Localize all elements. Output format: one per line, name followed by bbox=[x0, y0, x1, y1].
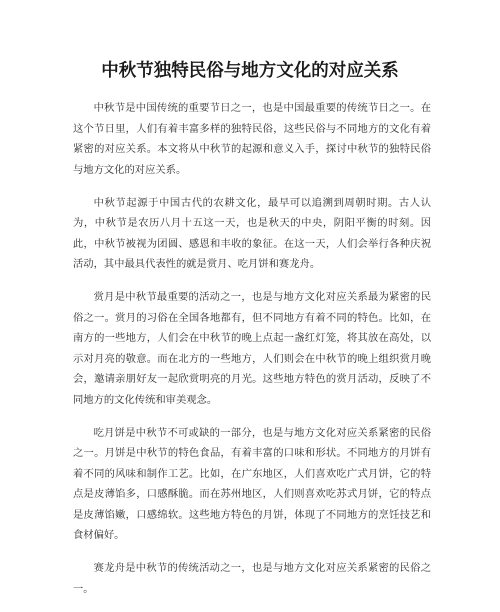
paragraph-mooncakes: 吃月饼是中秋节不可或缺的一部分，也是与地方文化对应关系紧密的民俗之一。月饼是中秋节的特色食品，有着丰富的口味和形状。不同地方的月饼有着不同的风味和制作工艺。比如，在广东地区，人们喜欢吃广式月饼，它的特点是皮薄馅多，口感酥脆。而在苏州地区，人们则喜欢吃苏式月饼，它的特点是皮薄馅嫩，口感绵软。这些地方特色的月饼，体现了不同地方的烹饪技艺和食材偏好。 bbox=[73, 426, 431, 541]
paragraph-origin: 中秋节起源于中国古代的农耕文化，最早可以追溯到周朝时期。古人认为，中秋节是农历八月十五这一天，也是秋天的中央，阴阳平衡的时刻。因此，中秋节被视为团圆、感恩和丰收的象征。在这一天，人们会举行各种庆祝活动，其中最具代表性的就是赏月、吃月饼和赛龙舟。 bbox=[73, 196, 431, 270]
document-title: 中秋节独特民俗与地方文化的对应关系 bbox=[101, 61, 399, 81]
document-body bbox=[73, 98, 431, 612]
paragraph-moon-viewing: 赏月是中秋节最重要的活动之一，也是与地方文化对应关系最为紧密的民俗之一。赏月的习俗在全国各地都有，但不同地方有着不同的特色。比如，在南方的一些地方，人们会在中秋节的晚上点起一盏红灯笼，将其放在高处，以示对月亮的敬意。而在北方的一些地方，人们则会在中秋节的晚上组织赏月晚会，邀请亲朋好友一起欣赏明亮的月光。这些地方特色的赏月活动，反映了不同地方的文化传统和审美观念。 bbox=[73, 291, 431, 406]
paragraph-dragon-boat: 赛龙舟是中秋节的传统活动之一，也是与地方文化对应关系紧密的民俗之一。 bbox=[73, 562, 431, 595]
paragraph-intro: 中秋节是中国传统的重要节日之一，也是中国最重要的传统节日之一。在这个节日里，人们有着丰富多样的独特民俗，这些民俗与不同地方的文化有着紧密的对应关系。本文将从中秋节的起源和意义入手，探讨中秋节的独特民俗与地方文化的对应关系。 bbox=[73, 102, 431, 176]
